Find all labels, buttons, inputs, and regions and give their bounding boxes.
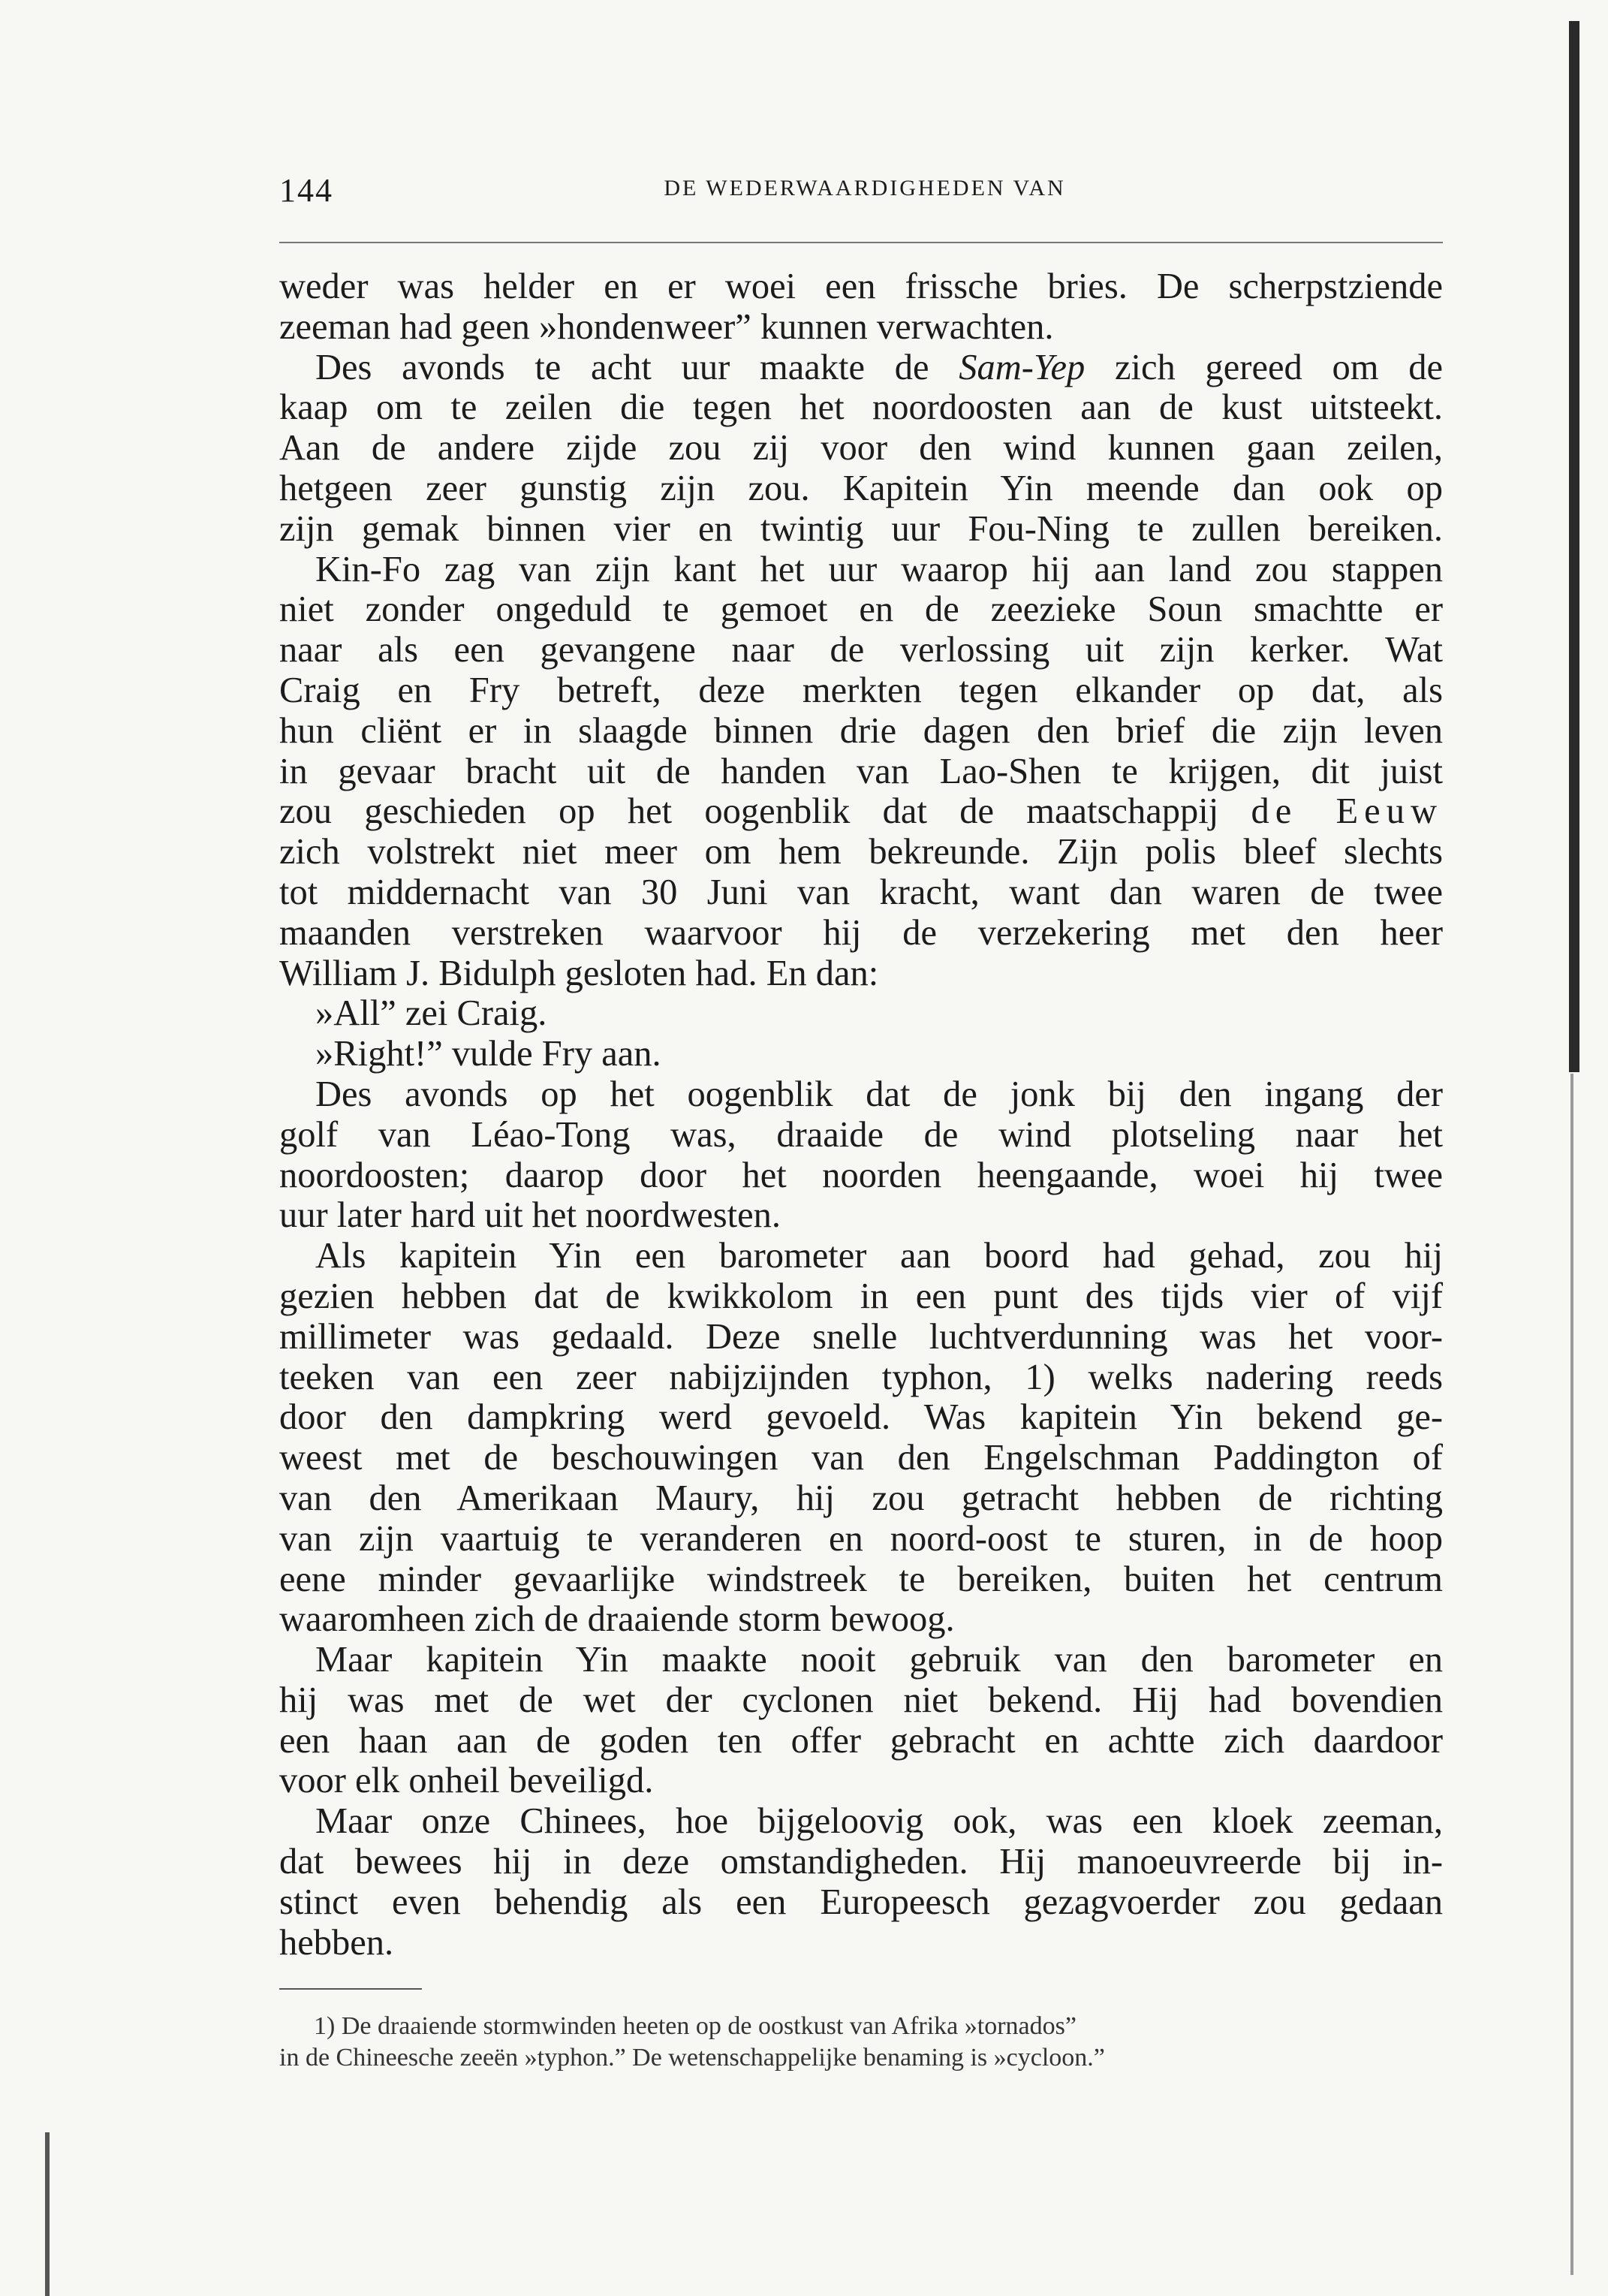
text-line: van den Amerikaan Maury, hij zou getracht hebben de richting (279, 1478, 1443, 1518)
text-line: een haan aan de goden ten offer gebracht en achtte zich daardoor (279, 1720, 1443, 1761)
text-line: uur later hard uit het noordwesten. (279, 1195, 781, 1236)
text-line: Maar kapitein Yin maakte nooit gebruik van den barometer en (315, 1640, 1443, 1680)
scan-edge-artifact-lower (1570, 1074, 1573, 2275)
text-line: Kin-Fo zag van zijn kant het uur waarop hij aan land zou stappen (315, 549, 1443, 589)
ship-name: Sam-Yep (959, 347, 1086, 387)
footnote-rule (279, 1988, 422, 1990)
text-line: Aan de andere zijde zou zij voor den wind kunnen gaan zeilen, (279, 428, 1443, 469)
text-line: eene minder gevaarlijke windstreek te bereiken, buiten het centrum (279, 1559, 1443, 1599)
text-line: zou geschieden op het oogenblik dat de maatschappij de Eeuw (279, 791, 1443, 832)
text-line: waaromheen zich de draaiende storm bewoog. (279, 1599, 955, 1640)
text-line: teeken van een zeer nabijzijnden typhon, 1) welks nadering reeds (279, 1357, 1443, 1397)
text-line: hij was met de wet der cyclonen niet bekend. Hij had bovendien (279, 1680, 1443, 1720)
text-line: weder was helder en er woei een frissche bries. De scherpstziende (279, 267, 1443, 306)
text-line: naar als een gevangene naar de verlossing uit zijn kerker. Wat (279, 630, 1443, 670)
text-line: in gevaar bracht uit de handen van Lao-Shen te krijgen, dit juist (279, 751, 1443, 791)
text-line: stinct even behendig als een Europeesch gezagvoerder zou gedaan (279, 1882, 1443, 1922)
text-line: Maar onze Chinees, hoe bijgeloovig ook, was een kloek zeeman, (315, 1801, 1443, 1842)
footnote-line: in de Chineesche zeeën »typhon.” De wetenschappelijke benaming is »cycloon.” (279, 2044, 1105, 2072)
text-line: Des avonds op het oogenblik dat de jonk bij den ingang der (315, 1074, 1443, 1114)
text-line: William J. Bidulph gesloten had. En dan: (279, 953, 879, 993)
text-line: golf van Léao-Tong was, draaide de wind plotseling naar het (279, 1114, 1443, 1155)
scan-left-artifact (45, 2132, 50, 2296)
text-line: Als kapitein Yin een barometer aan boord had gehad, zou hij (315, 1236, 1443, 1276)
text-line: hetgeen zeer gunstig zijn zou. Kapitein Yin meende dan ook op (279, 468, 1443, 508)
text-line: »Right!” vulde Fry aan. (315, 1034, 661, 1074)
footnote-line: 1) De draaiende stormwinden heeten op de oostkust van Afrika »tornados” (314, 2012, 1077, 2040)
text-line: zijn gemak binnen vier en twintig uur Fou-Ning te zullen bereiken. (279, 508, 1443, 549)
text-line: millimeter was gedaald. Deze snelle luchtverdunning was het voor- (279, 1316, 1443, 1357)
text-line: tot middernacht van 30 Juni van kracht, want dan waren de twee (279, 872, 1443, 912)
text-line: Des avonds te acht uur maakte de Sam-Yep zich gereed om de (315, 347, 1443, 387)
company-name: de Eeuw (1251, 791, 1443, 832)
text-line: zich volstrekt niet meer om hem bekreunde. Zijn polis bleef slechts (279, 832, 1443, 872)
header-rule (279, 242, 1443, 243)
scan-edge-artifact (1569, 21, 1579, 1072)
running-head: DE WEDERWAARDIGHEDEN VAN (664, 176, 1066, 200)
text-line: van zijn vaartuig te veranderen en noord-oost te sturen, in de hoop (279, 1518, 1443, 1559)
text-line: »All” zei Craig. (315, 993, 547, 1034)
body-text (279, 267, 1443, 1963)
page-header (279, 171, 1443, 216)
text-line: noordoosten; daarop door het noorden heengaande, woei hij twee (279, 1155, 1443, 1195)
text-line: weest met de beschouwingen van den Engelschman Paddington of (279, 1438, 1443, 1478)
page-number: 144 (279, 172, 333, 209)
text-line: Craig en Fry betreft, deze merkten tegen elkander op dat, als (279, 670, 1443, 710)
text-line: maanden verstreken waarvoor hij de verzekering met den heer (279, 912, 1443, 953)
text-line: gezien hebben dat de kwikkolom in een punt des tijds vier of vijf (279, 1276, 1443, 1316)
text-line: dat bewees hij in deze omstandigheden. Hij manoeuvreerde bij in- (279, 1842, 1443, 1882)
text-line: door den dampkring werd gevoeld. Was kapitein Yin bekend ge- (279, 1397, 1443, 1438)
footnote (279, 2011, 1443, 2074)
text-line: zeeman had geen »hondenweer” kunnen verwachten. (279, 306, 1054, 347)
text-line: kaap om te zeilen die tegen het noordoosten aan de kust uitsteekt. (279, 387, 1443, 428)
text-line: niet zonder ongeduld te gemoet en de zeezieke Soun smachtte er (279, 589, 1443, 630)
text-line: hebben. (279, 1922, 394, 1963)
text-line: hun cliënt er in slaagde binnen drie dagen den brief die zijn leven (279, 710, 1443, 751)
text-line: voor elk onheil beveiligd. (279, 1761, 654, 1801)
